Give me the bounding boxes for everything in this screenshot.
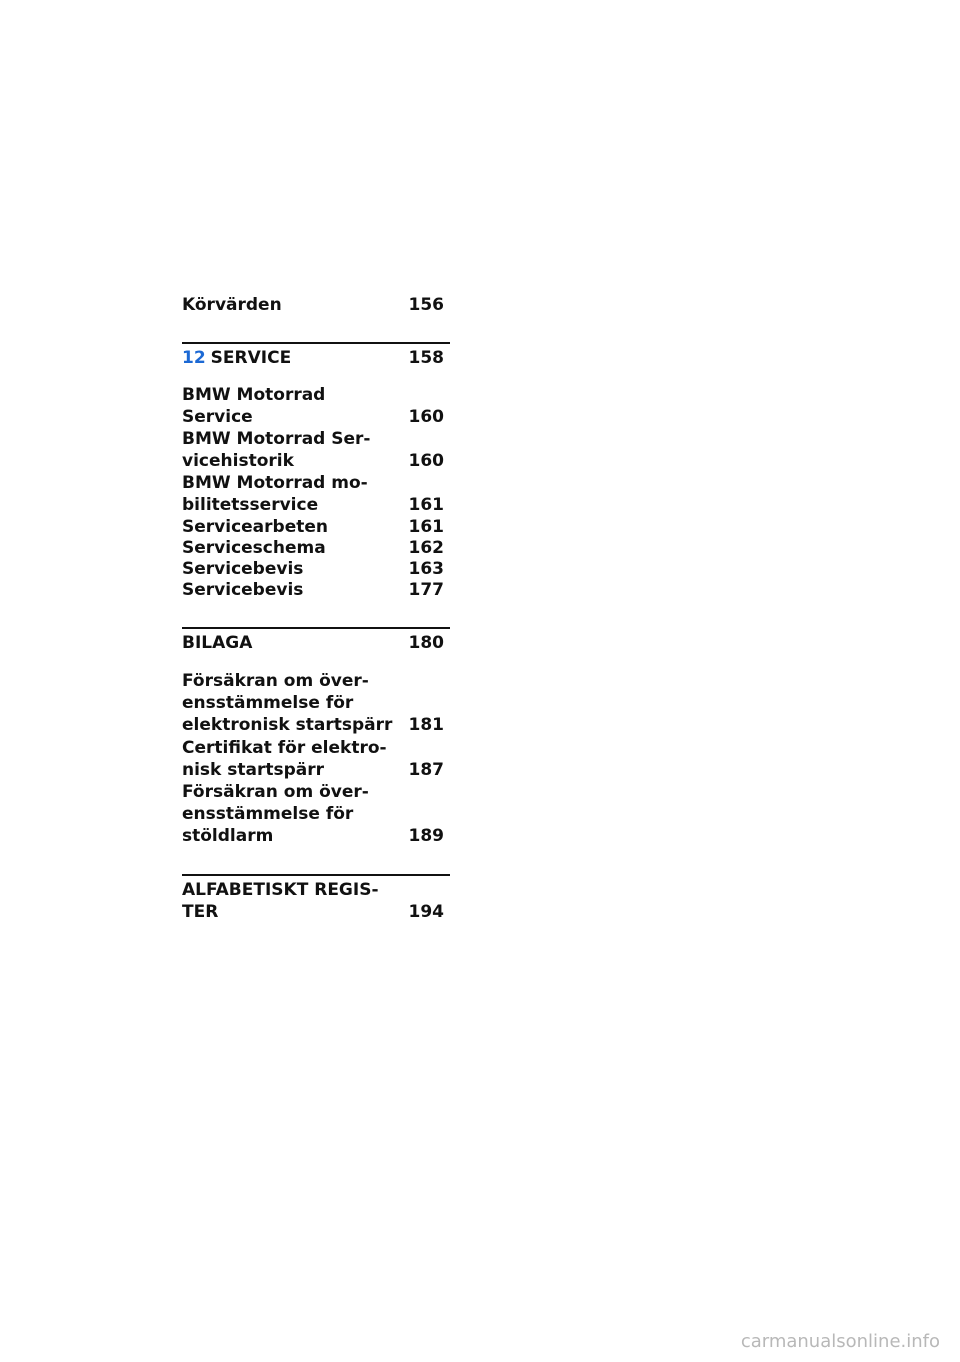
- toc-entry-line: bilitetsservice: [182, 495, 319, 515]
- toc-entry: [182, 537, 450, 559]
- toc-entry-line: Försäkran om över-: [182, 671, 369, 691]
- toc-entry-line: Servicebevis: [182, 580, 304, 600]
- toc-entry-line: elektronisk startspärr: [182, 715, 393, 735]
- toc-entry-page: 189: [408, 826, 444, 846]
- toc-entry-page: 156: [408, 295, 444, 315]
- toc-entry-page: 163: [408, 559, 444, 579]
- toc-entry: [182, 472, 450, 516]
- toc-entry-line: BMW Motorrad Ser-: [182, 429, 371, 449]
- section-rule: [182, 627, 450, 629]
- chapter-number: 12: [182, 348, 206, 368]
- toc-entry-line: BMW Motorrad: [182, 385, 326, 405]
- chapter-page: 194: [408, 902, 444, 922]
- toc-entry: [182, 737, 450, 781]
- toc-entry-line: ensstämmelse för: [182, 693, 354, 713]
- section-rule: [182, 342, 450, 344]
- chapter-heading-service: [182, 347, 450, 369]
- chapter-title: BILAGA: [182, 633, 253, 653]
- toc-entry-line: Serviceschema: [182, 538, 326, 558]
- toc-entry-line: Service: [182, 407, 253, 427]
- toc-entry: [182, 516, 450, 538]
- chapter-page: 158: [408, 348, 444, 368]
- toc-entry-line: nisk startspärr: [182, 760, 325, 780]
- toc-entry-line: BMW Motorrad mo-: [182, 473, 368, 493]
- toc-entry-page: 181: [408, 715, 444, 735]
- toc-entry: [182, 428, 450, 472]
- chapter-heading-bilaga: [182, 632, 450, 654]
- toc-entry-page: 161: [408, 517, 444, 537]
- toc-entry-page: 160: [408, 451, 444, 471]
- toc-entry: [182, 558, 450, 580]
- toc-entry: [182, 781, 450, 847]
- toc-entry-line: vicehistorik: [182, 451, 294, 471]
- toc-entry-line: Certifikat för elektro-: [182, 738, 387, 758]
- chapter-heading-register: [182, 879, 450, 923]
- toc-entry-line: ensstämmelse för: [182, 804, 354, 824]
- chapter-page: 180: [408, 633, 444, 653]
- toc-entry-page: 161: [408, 495, 444, 515]
- chapter-title-line: TER: [182, 902, 219, 922]
- toc-entry: [182, 579, 450, 601]
- toc-entry: [182, 384, 450, 428]
- toc-entry-line: Försäkran om över-: [182, 782, 369, 802]
- toc-entry: [182, 294, 450, 316]
- toc-entry-page: 177: [408, 580, 444, 600]
- section-rule: [182, 874, 450, 876]
- toc-entry-page: 187: [408, 760, 444, 780]
- toc-entry-line: Servicebevis: [182, 559, 304, 579]
- toc-entry-title: Körvärden: [182, 295, 282, 315]
- toc-entry-line: Servicearbeten: [182, 517, 328, 537]
- toc-entry: [182, 670, 450, 736]
- toc-entry-line: stöldlarm: [182, 826, 274, 846]
- chapter-title: SERVICE: [210, 348, 292, 368]
- chapter-title-line: ALFABETISKT REGIS-: [182, 880, 379, 900]
- toc-entry-page: 160: [408, 407, 444, 427]
- toc-entry-page: 162: [408, 538, 444, 558]
- watermark-footer: carmanualsonline.info: [740, 1331, 940, 1352]
